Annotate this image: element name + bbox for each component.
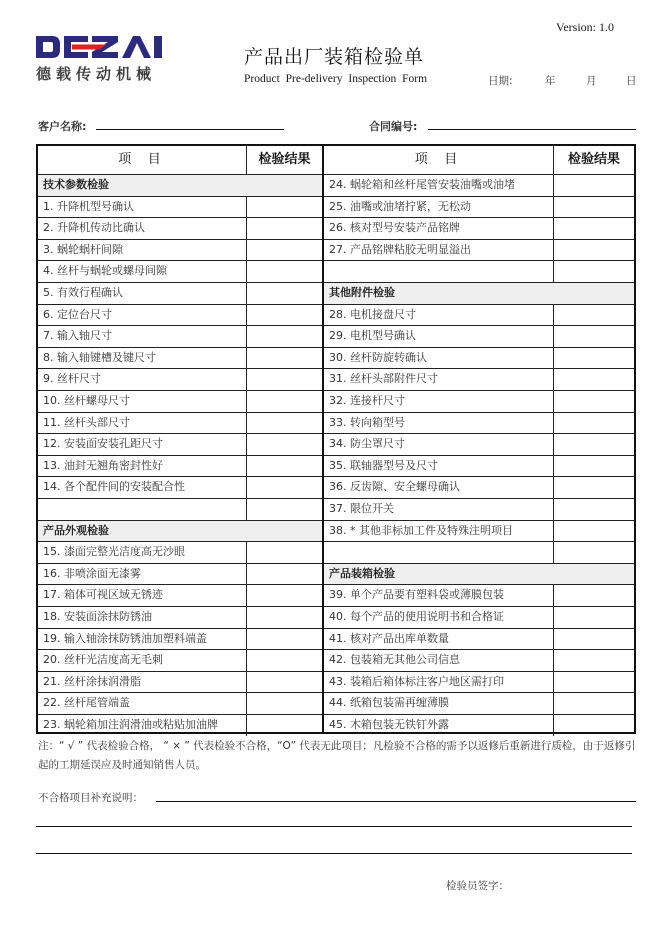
table-row	[38, 541, 322, 563]
item-label: 22. 丝杆尾管端盖	[43, 696, 130, 710]
table-row	[324, 347, 634, 369]
item-label: 12. 安装面安装孔距尺寸	[43, 437, 163, 451]
item-label: 37. 限位开关	[329, 502, 394, 515]
result-cell[interactable]	[246, 607, 322, 628]
table-row	[324, 606, 634, 628]
item-label: 17. 箱体可视区域无锈迹	[43, 588, 163, 602]
item-label: 39. 单个产品要有塑料袋或薄膜包装	[329, 588, 504, 602]
customer-name-label: 客户名称:	[38, 120, 87, 133]
item-label: 10. 丝杆螺母尺寸	[43, 394, 130, 407]
item-label: 16. 非喷涂面无漆雾	[43, 566, 141, 580]
section-title: 产品外观检验	[43, 523, 109, 537]
table-row	[38, 563, 322, 585]
form-title-en: Product Pre-delivery Inspection Form	[244, 73, 428, 85]
table-row	[324, 174, 634, 196]
table-row	[324, 455, 634, 477]
item-label: 40. 每个产品的使用说明书和合格证	[329, 610, 504, 623]
result-cell[interactable]	[553, 197, 634, 218]
inspector-signature-label: 检验员签字：	[446, 880, 509, 892]
item-label: 31. 丝杆头部附件尺寸	[329, 372, 438, 386]
table-row	[38, 196, 322, 218]
result-cell[interactable]	[246, 542, 322, 563]
result-cell[interactable]	[246, 348, 322, 369]
section-header-row	[324, 282, 634, 304]
item-label: 29. 电机型号确认	[329, 329, 416, 343]
item-label: 4. 丝杆与蜗轮或螺母间隙	[43, 264, 167, 278]
result-cell[interactable]	[246, 499, 322, 520]
item-label: 21. 丝杆涂抹润滑脂	[43, 674, 141, 688]
inspection-table	[36, 144, 636, 734]
item-label: 19. 输入轴涂抹防锈油加塑料端盖	[43, 631, 207, 645]
item-label: 7. 输入轴尺寸	[43, 329, 112, 343]
result-cell[interactable]	[246, 197, 322, 218]
result-cell[interactable]	[553, 434, 634, 455]
table-row	[324, 498, 634, 520]
item-label	[324, 542, 553, 563]
result-cell[interactable]	[553, 391, 634, 412]
table-header-row	[324, 146, 634, 174]
item-label: 45. 木箱包装无铁钉外露	[329, 718, 449, 731]
table-row	[38, 282, 322, 304]
result-cell[interactable]	[553, 715, 634, 736]
result-cell[interactable]	[553, 261, 634, 282]
table-row	[324, 520, 634, 542]
result-cell[interactable]	[246, 715, 322, 736]
item-label: 32. 连接杆尺寸	[329, 394, 405, 407]
item-label: 3. 蜗轮蜗杆间隙	[43, 242, 123, 256]
result-cell[interactable]	[246, 240, 322, 261]
contract-number-field[interactable]	[428, 129, 636, 130]
header-item: 项 目	[118, 152, 161, 167]
result-cell[interactable]	[246, 585, 322, 606]
table-row	[324, 304, 634, 326]
section-header-row	[38, 520, 322, 542]
item-label: 35. 联轴器型号及尺寸	[329, 458, 438, 472]
table-row	[38, 368, 322, 390]
table-row	[38, 455, 322, 477]
header-item: 项 目	[414, 152, 458, 167]
result-cell[interactable]	[246, 305, 322, 326]
supplement-field-line-2[interactable]	[36, 826, 632, 827]
item-label: 1. 升降机型号确认	[43, 199, 134, 213]
result-cell[interactable]	[246, 693, 322, 714]
section-title: 产品装箱检验	[329, 566, 395, 580]
table-row	[38, 325, 322, 347]
table-row	[38, 584, 322, 606]
date-day-label: 日	[626, 75, 637, 87]
form-title-cn: 产品出厂装箱检验单	[244, 46, 425, 68]
result-cell[interactable]	[553, 607, 634, 628]
table-row	[324, 196, 634, 218]
right-column	[324, 146, 634, 732]
blank-row	[324, 541, 634, 563]
result-cell[interactable]	[553, 413, 634, 434]
result-cell[interactable]	[246, 629, 322, 650]
result-cell[interactable]	[553, 218, 634, 239]
item-label: 13. 油封无翘角密封性好	[43, 458, 163, 472]
item-label: 33. 转向箱型号	[329, 415, 405, 429]
table-row	[324, 628, 634, 650]
item-label: 36. 反齿隙、安全螺母确认	[329, 480, 460, 494]
table-row	[38, 239, 322, 261]
table-row	[324, 671, 634, 693]
item-label	[38, 499, 246, 520]
section-title: 技术参数检验	[43, 178, 109, 191]
item-label: 5. 有效行程确认	[43, 286, 123, 299]
blank-row	[38, 498, 322, 520]
result-cell[interactable]	[246, 434, 322, 455]
item-label: 9. 丝杆尺寸	[43, 372, 101, 386]
item-label: 11. 丝杆头部尺寸	[43, 415, 130, 429]
result-cell[interactable]	[553, 499, 634, 520]
table-row	[324, 649, 634, 671]
table-row	[38, 433, 322, 455]
table-row	[38, 347, 322, 369]
legend-note: 注：“ √ ” 代表检验合格， “ × ” 代表检验不合格，“O” 代表无此项目；凡检验不合格的需予以返修后重新进行质检，由于返修引起的工期延误应及时通知销售人员。	[38, 740, 636, 771]
result-cell[interactable]	[553, 585, 634, 606]
table-row	[324, 217, 634, 239]
table-header-row	[38, 146, 322, 174]
item-label: 14. 各个配件间的安装配合性	[43, 480, 185, 494]
section-header-row	[324, 563, 634, 585]
table-row	[38, 671, 322, 693]
header-result: 检验结果	[246, 146, 322, 174]
contract-number-label: 合同编号:	[369, 120, 418, 133]
result-cell[interactable]	[246, 564, 322, 585]
table-row	[324, 584, 634, 606]
date-year-label: 年	[545, 75, 556, 87]
version-label: Version: 1.0	[556, 20, 614, 34]
result-cell[interactable]	[246, 672, 322, 693]
table-row	[38, 606, 322, 628]
table-row	[38, 260, 322, 282]
result-cell[interactable]	[553, 521, 634, 542]
table-row	[324, 433, 634, 455]
section-title: 其他附件检验	[329, 286, 395, 299]
date-month-label: 月	[586, 75, 597, 87]
result-cell[interactable]	[553, 693, 634, 714]
item-label: 34. 防尘罩尺寸	[329, 437, 405, 451]
item-label: 41. 核对产品出库单数量	[329, 631, 449, 645]
item-label: 30. 丝杆防旋转确认	[329, 350, 427, 364]
table-row	[324, 239, 634, 261]
table-row	[38, 476, 322, 498]
table-row	[324, 476, 634, 498]
table-row	[324, 390, 634, 412]
date-label: 日期:	[488, 75, 513, 87]
item-label: 27. 产品铭牌粘胶无明显溢出	[329, 242, 471, 256]
header-result: 检验结果	[553, 146, 634, 174]
result-cell[interactable]	[246, 326, 322, 347]
result-cell[interactable]	[553, 672, 634, 693]
table-row	[38, 714, 322, 736]
supplement-field-line-1[interactable]	[156, 801, 636, 802]
result-cell[interactable]	[553, 542, 634, 563]
item-label: 6. 定位台尺寸	[43, 307, 112, 321]
result-cell[interactable]	[553, 305, 634, 326]
result-cell[interactable]	[553, 175, 634, 196]
result-cell[interactable]	[553, 477, 634, 498]
result-cell[interactable]	[246, 456, 322, 477]
table-row	[38, 390, 322, 412]
table-row	[324, 368, 634, 390]
item-label: 18. 安装面涂抹防锈油	[43, 610, 152, 623]
result-cell[interactable]	[246, 650, 322, 671]
result-cell[interactable]	[553, 629, 634, 650]
result-cell[interactable]	[246, 218, 322, 239]
item-label: 23. 蜗轮箱加注润滑油或粘贴加油牌	[43, 718, 218, 731]
item-label	[324, 261, 553, 282]
item-label: 28. 电机接盘尺寸	[329, 307, 416, 321]
result-cell[interactable]	[553, 369, 634, 390]
result-cell[interactable]	[246, 413, 322, 434]
table-row	[324, 325, 634, 347]
item-label: 2. 升降机传动比确认	[43, 221, 145, 235]
result-cell[interactable]	[246, 391, 322, 412]
result-cell[interactable]	[553, 348, 634, 369]
item-label: 25. 油嘴或油堵拧紧，无松动	[329, 199, 471, 213]
table-row	[38, 217, 322, 239]
item-label: 15. 漆面完整光洁度高无沙眼	[43, 545, 185, 559]
item-label: 26. 核对型号安装产品铭牌	[329, 221, 460, 235]
blank-row	[324, 260, 634, 282]
item-label: 20. 丝杆光洁度高无毛刺	[43, 653, 163, 667]
item-label: 42. 包装箱无其他公司信息	[329, 653, 460, 667]
result-cell[interactable]	[246, 261, 322, 282]
table-row	[38, 304, 322, 326]
section-header-row	[38, 174, 322, 196]
result-cell[interactable]	[553, 456, 634, 477]
table-row	[324, 692, 634, 714]
table-row	[38, 692, 322, 714]
item-label: 8. 输入轴键槽及键尺寸	[43, 350, 156, 364]
result-cell[interactable]	[246, 477, 322, 498]
item-label: 43. 装箱后箱体标注客户地区需打印	[329, 674, 504, 688]
result-cell[interactable]	[553, 326, 634, 347]
table-row	[324, 714, 634, 736]
supplement-field-line-3[interactable]	[36, 853, 632, 854]
result-cell[interactable]	[246, 283, 322, 304]
table-row	[38, 412, 322, 434]
customer-name-field[interactable]	[96, 129, 284, 130]
item-label: 24. 蜗轮箱和丝杆尾管安装油嘴或油堵	[329, 178, 515, 191]
item-label: 38. * 其他非标加工件及特殊注明项目	[329, 523, 513, 537]
supplement-label: 不合格项目补充说明：	[38, 792, 143, 804]
item-label: 44. 纸箱包装需再缠薄膜	[329, 696, 449, 710]
logo-chinese-name: 德载传动机械	[36, 65, 157, 83]
table-row	[38, 628, 322, 650]
result-cell[interactable]	[553, 240, 634, 261]
table-row	[324, 412, 634, 434]
result-cell[interactable]	[246, 369, 322, 390]
table-row	[38, 649, 322, 671]
left-column	[38, 146, 324, 732]
result-cell[interactable]	[553, 650, 634, 671]
